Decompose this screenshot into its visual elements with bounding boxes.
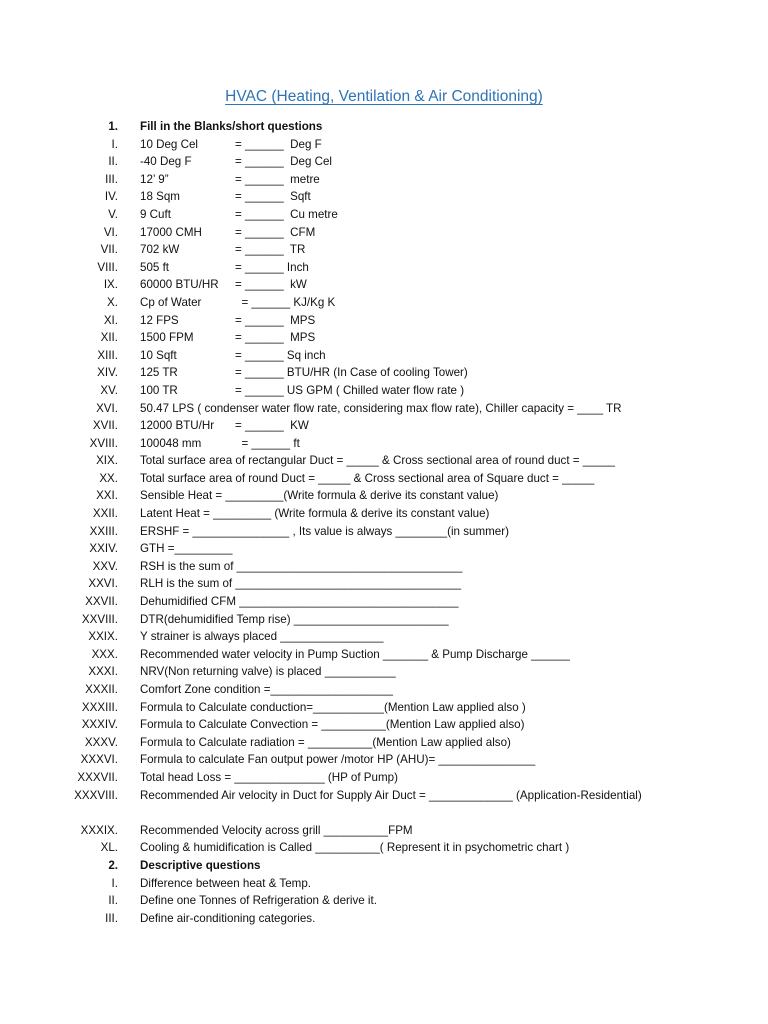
question-number: VII.	[100, 243, 118, 257]
section-heading: Fill in the Blanks/short questions	[140, 120, 323, 133]
question-row	[0, 716, 768, 734]
question-row	[0, 505, 768, 523]
question-number: XXXII.	[85, 683, 118, 696]
question-text: GTH =_________	[140, 542, 233, 556]
question-number: II.	[108, 155, 118, 169]
question-row	[0, 611, 768, 629]
question-number: XV.	[100, 383, 118, 397]
question-row	[0, 241, 768, 259]
question-number: XVI.	[96, 401, 118, 415]
question-text	[140, 294, 335, 312]
question-text: Sensible Heat = _________(Write formula & derive its constant value)	[140, 489, 499, 503]
question-text	[140, 347, 326, 365]
question-row	[0, 452, 768, 470]
question-number: V.	[108, 207, 118, 221]
question-number: IX.	[103, 278, 118, 292]
question-list	[0, 118, 768, 927]
question-row	[0, 347, 768, 365]
question-quantity: 18 Sqm	[140, 190, 180, 204]
question-text	[140, 329, 315, 347]
question-text	[140, 241, 305, 259]
question-row	[0, 206, 768, 224]
question-text	[140, 276, 307, 294]
question-text: Total surface area of round Duct = _____ & Cross sectional area of Square duct = _____	[140, 471, 595, 485]
question-blank: = ______ ft	[235, 436, 300, 450]
section-1-row	[0, 118, 768, 136]
question-quantity: 702 kW	[140, 243, 180, 257]
question-text: Y strainer is always placed ________________	[140, 630, 384, 644]
question-text	[140, 136, 322, 154]
question-row	[0, 751, 768, 769]
question-text	[140, 171, 320, 189]
question-text: NRV(Non returning valve) is placed ___________	[140, 665, 396, 679]
question-row	[0, 259, 768, 277]
question-number: XXIX.	[88, 630, 118, 644]
question-blank: = ______ MPS	[235, 313, 316, 327]
question-number: XXXV.	[84, 735, 118, 749]
section-2-row	[0, 857, 768, 875]
question-text: ERSHF = _______________ , Its value is always ________(in summer)	[140, 524, 509, 538]
question-quantity: 100048 mm	[140, 436, 202, 450]
question-blank: = ______ Deg Cel	[235, 155, 333, 169]
question-row	[0, 276, 768, 294]
question-blank: = ______ Sq inch	[235, 348, 326, 362]
question-number: XXVII.	[85, 595, 118, 609]
question-blank: = ______ KW	[235, 419, 309, 433]
question-number: XXXVIII.	[74, 788, 118, 802]
question-text: 50.47 LPS ( condenser water flow rate, considering max flow rate), Chiller capacity = ____ TR	[140, 401, 622, 415]
question-text: Formula to Calculate radiation = __________(Mention Law applied also)	[140, 735, 511, 749]
question-quantity: 1500 FPM	[140, 331, 194, 345]
question-row	[0, 382, 768, 400]
question-text: Define one Tonnes of Refrigeration & derive it.	[140, 894, 377, 908]
question-quantity: 9 Cuft	[140, 207, 171, 221]
question-row	[0, 400, 768, 418]
question-text	[140, 364, 468, 382]
question-quantity: Cp of Water	[140, 295, 202, 309]
question-quantity: -40 Deg F	[140, 155, 192, 169]
question-number: XXXVII.	[77, 770, 118, 784]
question-row	[0, 646, 768, 664]
question-row	[0, 540, 768, 558]
document-title: HVAC (Heating, Ventilation & Air Conditioning)	[225, 88, 543, 105]
question-number: XXXIX.	[80, 823, 118, 837]
question-text	[140, 188, 311, 206]
question-blank: = ______ metre	[235, 172, 320, 186]
question-text	[140, 312, 315, 330]
question-row	[0, 593, 768, 611]
question-row	[0, 734, 768, 752]
question-text: Recommended Velocity across grill __________FPM	[140, 823, 413, 837]
question-text: Recommended water velocity in Pump Suction _______ & Pump Discharge ______	[140, 647, 570, 661]
question-row	[0, 188, 768, 206]
question-quantity: 17000 CMH	[140, 225, 202, 239]
question-text: DTR(dehumidified Temp rise) ________________________	[140, 612, 449, 626]
question-number: XXII.	[92, 507, 118, 521]
question-number: XIX.	[96, 454, 118, 468]
question-number: I.	[111, 137, 118, 151]
question-row	[0, 628, 768, 646]
question-text: Formula to Calculate Convection = __________(Mention Law applied also)	[140, 718, 525, 732]
question-quantity: 100 TR	[140, 383, 178, 397]
question-row	[0, 435, 768, 453]
question-row	[0, 470, 768, 488]
question-blank: = ______ Cu metre	[235, 207, 338, 221]
question-number: XXV.	[92, 559, 118, 573]
question-text	[140, 153, 332, 171]
question-number: II.	[108, 894, 118, 908]
question-text: RSH is the sum of ___________________________________	[140, 559, 463, 573]
question-blank: = ______ MPS	[235, 331, 316, 345]
section-number: 2.	[108, 858, 118, 872]
question-text	[140, 259, 309, 277]
question-blank: = ______ Deg F	[235, 137, 322, 151]
question-blank: = ______ CFM	[235, 225, 316, 239]
question-blank: = ______ KJ/Kg K	[235, 295, 336, 309]
question-row	[0, 822, 768, 840]
question-number: XVIII.	[89, 436, 118, 450]
question-quantity: 60000 BTU/HR	[140, 278, 219, 292]
question-quantity: 505 ft	[140, 260, 170, 274]
section-heading: Descriptive questions	[140, 858, 261, 872]
question-number: XI.	[103, 313, 118, 327]
question-row	[0, 575, 768, 593]
question-number: XL.	[100, 841, 118, 855]
question-number: XII.	[100, 331, 118, 345]
question-number: XXVI.	[88, 577, 118, 591]
section-number: 1.	[108, 120, 118, 133]
question-number: III.	[105, 172, 118, 186]
descriptive-question-row	[0, 910, 768, 928]
question-number: XXX.	[91, 647, 118, 661]
question-text	[140, 382, 464, 400]
question-blank: = ______ BTU/HR (In Case of cooling Tower)	[235, 366, 468, 380]
question-text	[140, 224, 315, 242]
question-text: Total surface area of rectangular Duct = _____ & Cross sectional area of round duct = _____	[140, 454, 615, 468]
question-number: XXI.	[96, 489, 118, 503]
question-text: RLH is the sum of ___________________________________	[140, 577, 462, 591]
question-text: Latent Heat = _________ (Write formula & derive its constant value)	[140, 507, 490, 521]
question-row	[0, 558, 768, 576]
question-number: XVII.	[92, 419, 118, 433]
question-number: XIV.	[97, 366, 118, 380]
question-number: III.	[105, 911, 118, 925]
question-text: Dehumidified CFM __________________________________	[140, 595, 459, 609]
question-row	[0, 329, 768, 347]
question-blank: = ______ TR	[235, 243, 306, 257]
question-row	[0, 663, 768, 681]
question-number: XXIV.	[89, 542, 118, 556]
question-row	[0, 312, 768, 330]
question-row	[0, 487, 768, 505]
question-row	[0, 153, 768, 171]
question-text: Comfort Zone condition =___________________	[140, 683, 394, 696]
question-text: Difference between heat & Temp.	[140, 876, 312, 890]
question-number: XXVIII.	[81, 612, 118, 626]
question-number: VI.	[103, 225, 118, 239]
question-quantity: 10 Deg Cel	[140, 137, 199, 151]
question-row	[0, 364, 768, 382]
question-row	[0, 681, 768, 699]
question-text: Define air-conditioning categories.	[140, 911, 316, 925]
question-text: Cooling & humidification is Called __________( Represent it in psychometric chart )	[140, 841, 570, 855]
question-number: IV.	[104, 190, 118, 204]
question-row	[0, 171, 768, 189]
question-text: Total head Loss = ______________ (HP of Pump)	[140, 770, 398, 784]
question-row	[0, 224, 768, 242]
question-row	[0, 417, 768, 435]
question-row	[0, 699, 768, 717]
question-row	[0, 523, 768, 541]
question-text	[140, 417, 309, 435]
question-number: X.	[107, 295, 118, 309]
question-number: VIII.	[97, 260, 118, 274]
question-row	[0, 839, 768, 857]
question-text: Formula to calculate Fan output power /motor HP (AHU)= _______________	[140, 753, 536, 767]
question-row	[0, 769, 768, 787]
question-quantity: 12’ 9”	[140, 172, 169, 186]
descriptive-question-row	[0, 875, 768, 893]
question-number: XXIII.	[89, 524, 118, 538]
descriptive-question-row	[0, 892, 768, 910]
question-row	[0, 294, 768, 312]
question-row	[0, 136, 768, 154]
question-quantity: 10 Sqft	[140, 348, 177, 362]
question-number: XXXIII.	[81, 700, 118, 714]
question-quantity: 12 FPS	[140, 313, 179, 327]
question-number: XIII.	[97, 348, 118, 362]
question-blank: = ______ Sqft	[235, 190, 311, 204]
question-quantity: 125 TR	[140, 366, 178, 380]
question-blank: = ______ kW	[235, 278, 307, 292]
question-quantity: 12000 BTU/Hr	[140, 419, 215, 433]
question-text: Formula to Calculate conduction=___________(Mention Law applied also )	[140, 700, 526, 714]
question-blank: = ______ Inch	[235, 260, 309, 274]
question-number: XXXIV.	[81, 718, 118, 732]
question-number: XXXI.	[88, 665, 118, 679]
question-number: XX.	[99, 471, 118, 485]
question-number: I.	[111, 876, 118, 890]
question-text	[140, 206, 338, 224]
question-text: Recommended Air velocity in Duct for Supply Air Duct = _____________ (Application-Residential)	[140, 788, 642, 802]
question-blank: = ______ US GPM ( Chilled water flow rate )	[235, 383, 465, 397]
question-number: XXXVI.	[80, 753, 118, 767]
question-row	[0, 787, 768, 822]
question-text	[140, 435, 300, 453]
